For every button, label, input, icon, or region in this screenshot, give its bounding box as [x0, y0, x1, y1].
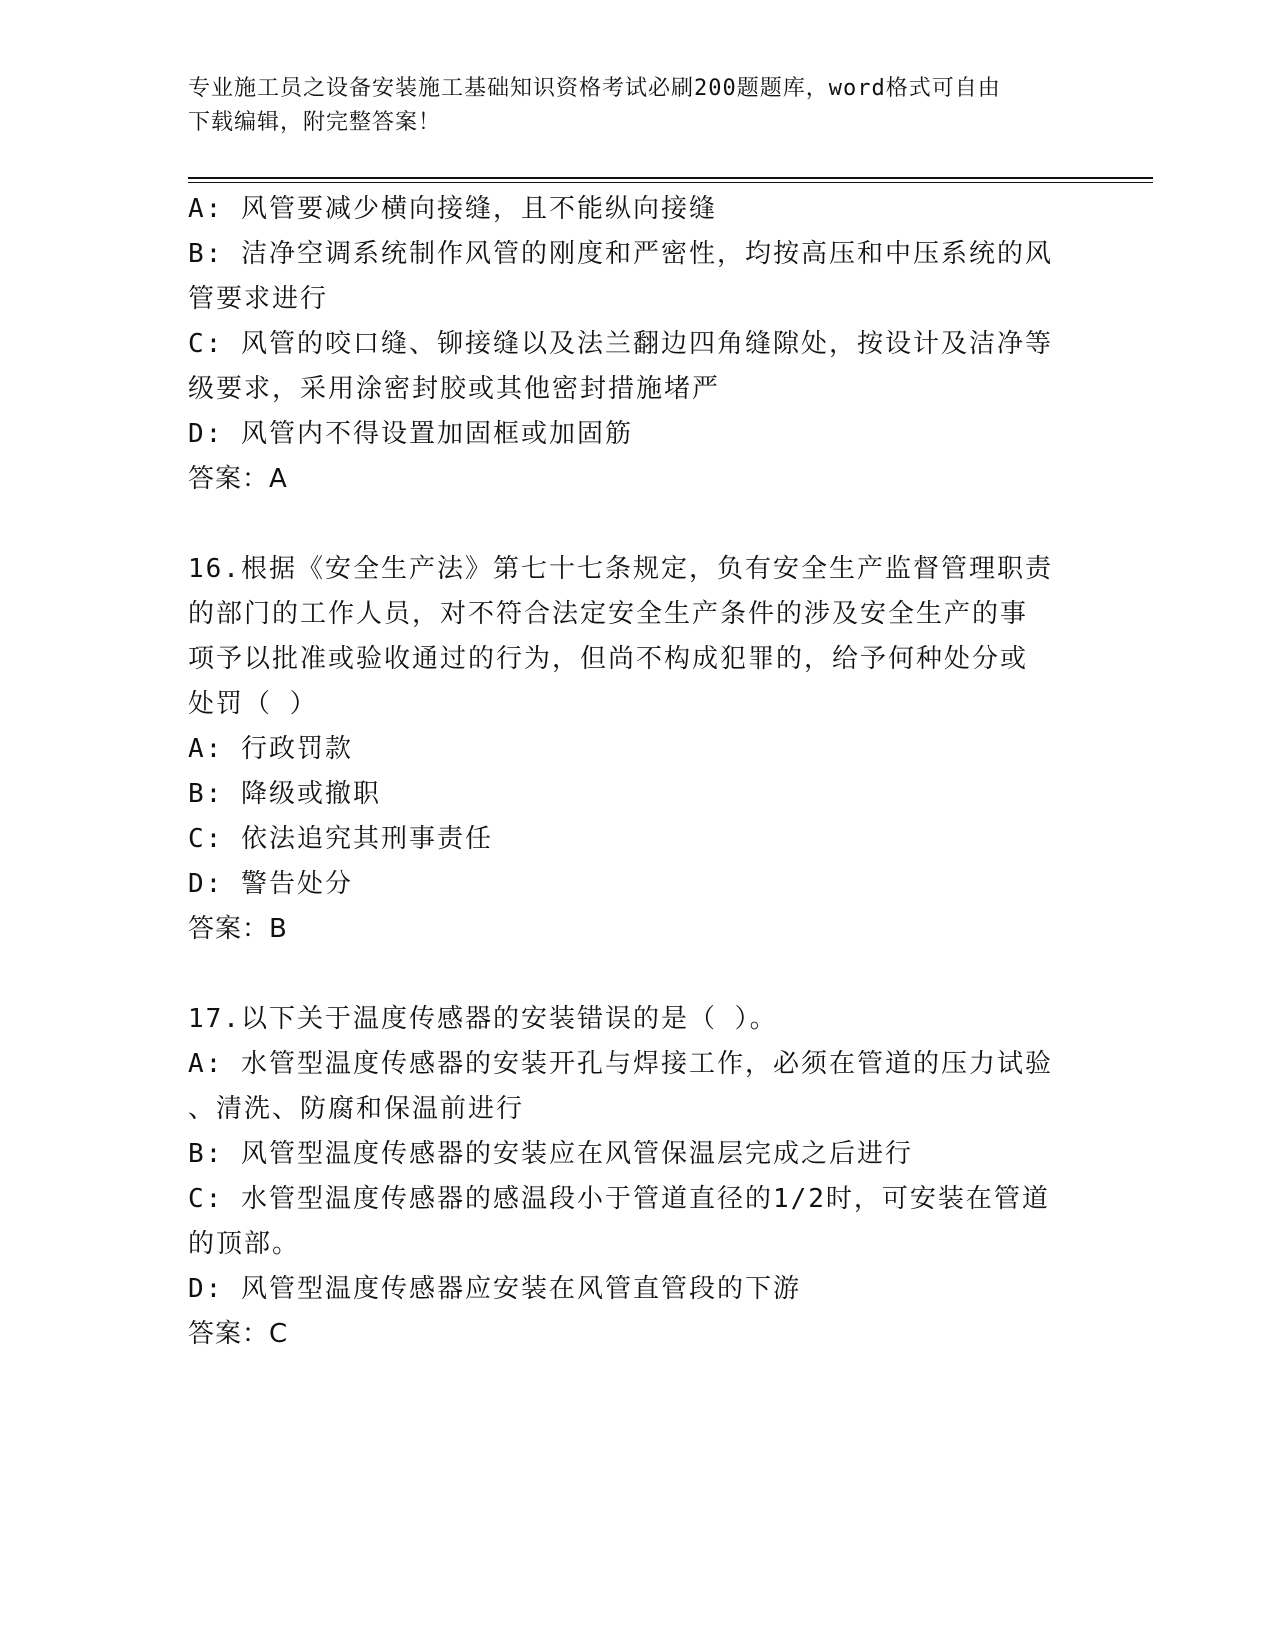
document-header [188, 72, 1068, 140]
q15-option-c-line-1: C: 风管的咬口缝、铆接缝以及法兰翻边四角缝隙处，按设计及洁净等 [188, 329, 1053, 359]
q15-answer: 答案：A [188, 464, 288, 494]
q16-stem-line-2: 的部门的工作人员，对不符合法定安全生产条件的涉及安全生产的事 [188, 599, 1029, 629]
q17-answer: 答案：C [188, 1319, 289, 1349]
q15-option-b-line-1: B: 洁净空调系统制作风管的刚度和严密性，均按高压和中压系统的风 [188, 239, 1053, 269]
q17-option-b: B: 风管型温度传感器的安装应在风管保温层完成之后进行 [188, 1139, 913, 1169]
q16-option-a: A: 行政罚款 [188, 734, 353, 764]
q17-stem: 17.以下关于温度传感器的安装错误的是（ ）。 [188, 1004, 778, 1034]
question-spacer [188, 502, 1068, 547]
q15-option-b-line-2: 管要求进行 [188, 284, 329, 314]
header-line-2: 下载编辑，附完整答案！ [188, 110, 442, 135]
q15-option-d: D: 风管内不得设置加固框或加固筋 [188, 419, 633, 449]
q17-option-a-line-1: A: 水管型温度传感器的安装开孔与焊接工作，必须在管道的压力试验 [188, 1049, 1053, 1079]
header-divider-thick [188, 177, 1153, 179]
q15-option-c-line-2: 级要求，采用涂密封胶或其他密封措施堵严 [188, 374, 721, 404]
q16-stem-line-4: 处罚（ ） [188, 689, 318, 719]
q16-stem-line-3: 项予以批准或验收通过的行为，但尚不构成犯罪的，给予何种处分或 [188, 644, 1029, 674]
question-15-tail [188, 187, 1068, 502]
header-divider-thin [188, 182, 1153, 183]
q16-stem-line-1: 16.根据《安全生产法》第七十七条规定，负有安全生产监督管理职责 [188, 554, 1053, 584]
question-content [188, 187, 1068, 1357]
q17-option-d: D: 风管型温度传感器应安装在风管直管段的下游 [188, 1274, 801, 1304]
q17-option-a-line-2: 、清洗、防腐和保温前进行 [188, 1094, 525, 1124]
question-spacer [188, 952, 1068, 997]
q16-answer: 答案：B [188, 914, 288, 944]
q15-option-a: A: 风管要减少横向接缝，且不能纵向接缝 [188, 194, 717, 224]
q16-option-b: B: 降级或撤职 [188, 779, 381, 809]
header-line-1: 专业施工员之设备安装施工基础知识资格考试必刷200题题库，word格式可自由 [188, 76, 1001, 101]
question-16 [188, 547, 1068, 952]
q17-option-c-line-1: C: 水管型温度传感器的感温段小于管道直径的1/2时，可安装在管道 [188, 1184, 1050, 1214]
q16-option-d: D: 警告处分 [188, 869, 353, 899]
q16-option-c: C: 依法追究其刑事责任 [188, 824, 493, 854]
q17-option-c-line-2: 的顶部。 [188, 1229, 301, 1259]
question-17 [188, 997, 1068, 1357]
